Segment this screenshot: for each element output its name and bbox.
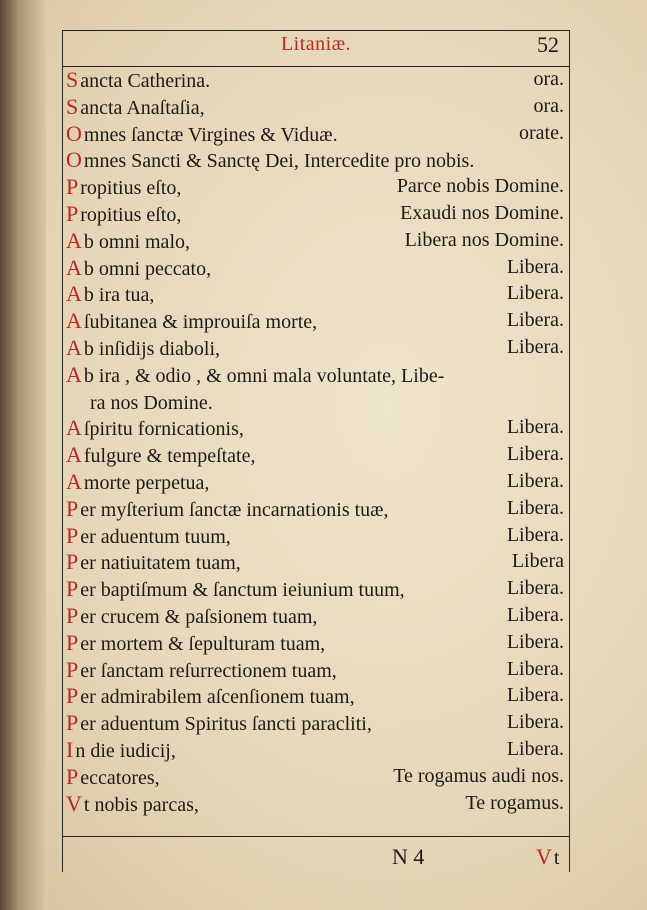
response: Libera.	[506, 711, 564, 734]
response: orate.	[519, 121, 564, 144]
response: Libera.	[506, 738, 564, 760]
response: Libera.	[506, 657, 564, 680]
invocation-text: ſubitanea & improuiſa morte,	[83, 311, 318, 334]
response: Libera.	[506, 630, 564, 653]
litany-line	[64, 602, 566, 629]
rubricated-initial: A	[66, 254, 82, 280]
invocation-text: b inſidijs diaboli,	[83, 338, 221, 360]
response: Libera.	[506, 443, 564, 466]
litany-line	[64, 629, 566, 656]
litany-line	[64, 93, 566, 120]
litany-line	[64, 120, 566, 147]
response: Parce nobis Domine.	[396, 175, 564, 198]
response: Libera.	[506, 684, 564, 707]
invocation	[66, 66, 210, 95]
invocation-text: ſpiritu fornicationis,	[83, 418, 244, 441]
response: Libera.	[506, 604, 564, 626]
invocation	[66, 629, 325, 658]
invocation-text: ra nos Domine.	[90, 391, 213, 414]
litany-line	[64, 763, 566, 790]
rubricated-initial: I	[66, 737, 74, 762]
invocation	[66, 280, 154, 309]
response: Te rogamus audi nos.	[393, 764, 564, 787]
running-head: Litaniæ.	[280, 33, 352, 55]
response: Libera.	[506, 496, 564, 519]
response: Libera.	[506, 282, 564, 305]
rubricated-initial: A	[66, 469, 82, 494]
invocation-text: n die iudicij,	[75, 740, 176, 762]
litany-line	[64, 227, 566, 254]
invocation	[66, 790, 199, 819]
invocation-text: er crucem & paſsionem tuam,	[80, 606, 318, 628]
invocation-text: mnes ſanctæ Virgines & Viduæ.	[83, 123, 338, 146]
litany-line	[64, 709, 566, 736]
litany-line	[64, 656, 566, 683]
litany-line	[64, 361, 566, 388]
litany-line	[64, 575, 566, 602]
invocation-text: er ſanctam reſurrectionem tuam,	[80, 659, 337, 682]
rubricated-initial: P	[66, 522, 79, 548]
foot-rule	[62, 836, 570, 837]
invocation	[66, 120, 338, 149]
invocation-text: er natiuitatem tuam,	[80, 552, 241, 575]
invocation	[66, 200, 181, 229]
litany-line	[64, 388, 566, 415]
invocation-text: b ira tua,	[83, 284, 155, 307]
invocation	[66, 468, 209, 497]
invocation-text: er admirabilem aſcenſionem tuam,	[80, 686, 355, 709]
rubricated-initial: A	[66, 415, 82, 441]
signature-mark: N 4	[392, 844, 425, 869]
invocation	[66, 146, 474, 175]
invocation	[66, 173, 181, 202]
invocation-text: er myſterium ſanctæ incarnationis tuæ,	[80, 498, 389, 521]
invocation-text: er baptiſmum & ſanctum ieiunium tuum,	[80, 579, 405, 602]
litany-line	[64, 548, 566, 575]
invocation	[66, 522, 231, 551]
response: Libera.	[506, 523, 564, 546]
response: Libera	[511, 550, 564, 573]
catchword-initial: V	[536, 844, 552, 869]
invocation-text: morte perpetua,	[83, 472, 210, 494]
litany-line	[64, 522, 566, 549]
invocation	[66, 548, 241, 577]
rubricated-initial: P	[66, 763, 79, 789]
litany-line	[64, 790, 566, 817]
rubricated-initial: P	[66, 549, 79, 575]
invocation-text: er aduentum tuum,	[80, 525, 231, 548]
invocation	[66, 602, 317, 631]
litany-line	[64, 468, 566, 495]
rubricated-initial: A	[66, 335, 82, 360]
litany-line	[64, 736, 566, 763]
litany-line	[64, 200, 566, 227]
response: ora.	[533, 68, 564, 90]
rubricated-initial: P	[66, 603, 79, 628]
response: Libera.	[506, 470, 564, 492]
invocation	[88, 388, 213, 417]
rubricated-initial: P	[66, 576, 79, 602]
litany-line	[64, 414, 566, 441]
invocation-text: er mortem & ſepulturam tuam,	[80, 632, 326, 655]
invocation	[66, 763, 160, 792]
rubricated-initial: O	[66, 120, 82, 146]
rubricated-initial: P	[66, 495, 79, 521]
invocation	[66, 495, 389, 524]
response: Libera.	[506, 416, 564, 439]
rubricated-initial: P	[66, 629, 79, 655]
response: Te rogamus.	[465, 791, 564, 814]
rubricated-initial: S	[66, 67, 79, 92]
rubricated-initial: S	[66, 93, 79, 119]
invocation	[66, 93, 205, 122]
rubricated-initial: A	[66, 281, 82, 307]
litany-line	[64, 254, 566, 281]
invocation-text: ropitius eſto,	[80, 204, 182, 226]
top-rule	[62, 30, 570, 31]
litany-line	[64, 173, 566, 200]
rubricated-initial: P	[66, 710, 79, 736]
invocation-text: mnes Sancti & Sanctę Dei, Intercedite pro nobis.	[83, 150, 475, 173]
invocation	[66, 334, 220, 363]
rubricated-initial: P	[66, 174, 79, 200]
invocation-text: t nobis parcas,	[83, 793, 199, 816]
rubricated-initial: A	[66, 361, 82, 387]
page-number: 52	[537, 32, 559, 57]
response: Libera.	[506, 336, 564, 358]
response: Libera.	[506, 255, 564, 278]
invocation	[66, 736, 176, 765]
invocation-text: fulgure & tempeſtate,	[83, 445, 256, 468]
invocation	[66, 361, 444, 390]
invocation	[66, 441, 256, 470]
invocation-text: ancta Catherina.	[80, 70, 211, 92]
rubricated-initial: A	[66, 227, 82, 253]
rubricated-initial: P	[66, 656, 79, 682]
invocation	[66, 227, 190, 256]
invocation-text: ancta Anaſtaſia,	[80, 96, 205, 119]
response: Libera.	[506, 309, 564, 332]
rubricated-initial: V	[66, 790, 82, 816]
rubricated-initial: P	[66, 201, 79, 226]
invocation	[66, 709, 372, 738]
rubricated-initial: O	[66, 147, 82, 173]
invocation-text: er aduentum Spiritus ſancti paracliti,	[80, 713, 372, 736]
invocation	[66, 414, 244, 443]
litany-line	[64, 495, 566, 522]
catchword	[536, 844, 559, 870]
invocation-text: b omni malo,	[83, 230, 190, 253]
response: Exaudi nos Domine.	[400, 202, 564, 224]
response: ora.	[533, 94, 564, 117]
litany-line	[64, 334, 566, 361]
invocation-text: ropitius eſto,	[80, 177, 182, 200]
litany-line	[64, 441, 566, 468]
litany-line	[64, 66, 566, 93]
invocation	[66, 254, 211, 283]
catchword-text: t	[553, 847, 560, 869]
binding-gutter	[0, 0, 46, 910]
litany-line	[64, 307, 566, 334]
invocation	[66, 656, 337, 685]
litany-line	[64, 280, 566, 307]
response: Libera.	[506, 577, 564, 600]
invocation-text: b omni peccato,	[83, 257, 212, 280]
litany-line	[64, 682, 566, 709]
invocation	[66, 575, 405, 604]
rubricated-initial: A	[66, 308, 82, 334]
invocation-text: b ira , & odio , & omni mala voluntate, Libe-	[83, 364, 445, 387]
invocation-text: eccatores,	[80, 766, 160, 789]
invocation	[66, 307, 317, 336]
rubricated-initial: A	[66, 442, 82, 468]
invocation	[66, 682, 355, 711]
rubricated-initial: P	[66, 683, 79, 709]
litany-line	[64, 146, 566, 173]
response: Libera nos Domine.	[404, 228, 564, 251]
